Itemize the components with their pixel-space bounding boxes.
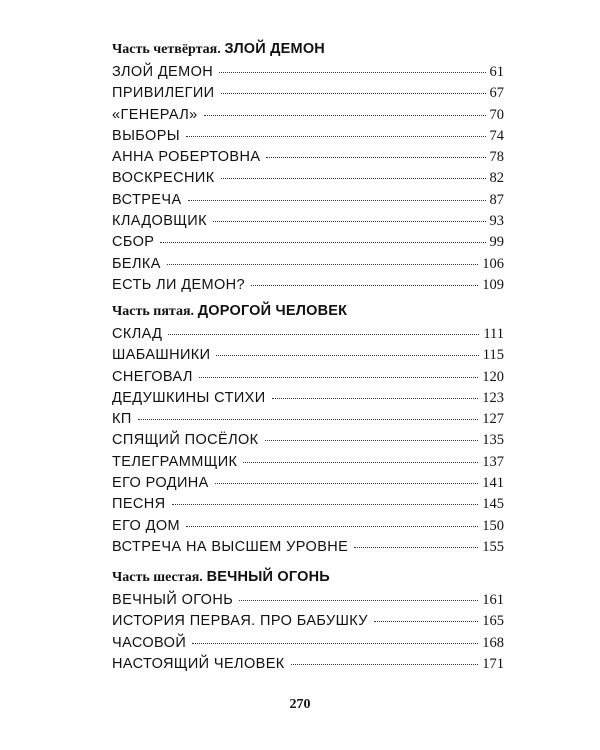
part-label: Часть четвёртая. [112,42,221,57]
dot-leader [374,621,478,622]
entry-page-number: 61 [489,64,504,80]
toc-entry [112,611,504,632]
part-heading [112,40,504,58]
toc-part-5 [112,302,504,558]
toc-entry [112,452,504,473]
entry-page-number: 99 [489,234,504,251]
entry-title: ЕГО ДОМ [112,517,180,534]
dot-leader [265,440,479,441]
toc-entry [112,516,504,537]
toc-entry [112,345,504,366]
entry-page-number: 168 [482,634,504,651]
entry-page-number: 111 [483,326,504,342]
part-heading [112,302,504,320]
entry-page-number: 137 [482,453,504,470]
entry-page-number: 106 [482,255,504,272]
entry-page-number: 141 [482,475,504,492]
entry-title: КЛАДОВЩИК [112,213,207,230]
toc-part-4 [112,40,504,296]
part-label: Часть шестая. [112,570,203,585]
entry-title: ВСТРЕЧА [112,191,182,208]
entry-title: «ГЕНЕРАЛ» [112,106,198,123]
dot-leader [199,377,478,378]
dot-leader [251,285,478,286]
toc-entry [112,105,504,126]
entry-title: ТЕЛЕГРАММЩИК [112,453,238,470]
entry-page-number: 115 [482,347,504,364]
entry-page-number: 82 [489,170,504,187]
entry-title: ПЕСНЯ [112,496,166,513]
entry-page-number: 74 [489,127,504,144]
entry-title: ЕСТЬ ЛИ ДЕМОН? [112,276,246,293]
dot-leader [168,334,479,335]
dot-leader [239,600,478,601]
toc-entry [112,211,504,232]
entry-title: СНЕГОВАЛ [112,368,193,385]
toc-entry [112,430,504,451]
part-heading [112,568,504,586]
dot-leader [188,200,486,201]
entry-page-number: 155 [482,538,504,555]
dot-leader [354,547,478,548]
entry-title: ЧАСОВОЙ [112,634,187,651]
page-number: 270 [289,697,311,712]
entry-title: НАСТОЯЩИЙ ЧЕЛОВЕК [112,655,285,672]
dot-leader [219,72,485,73]
toc-entry [112,537,504,558]
dot-leader [266,157,485,158]
entry-title: ВЕЧНЫЙ ОГОНЬ [112,592,234,608]
toc-entry [112,168,504,189]
toc-entry [112,590,504,611]
dot-leader [215,483,479,484]
entry-page-number: 120 [482,368,504,385]
toc-entry [112,494,504,515]
toc-entry [112,83,504,104]
toc-entry [112,473,504,494]
toc-entries [112,62,504,296]
dot-leader [204,115,486,116]
entry-page-number: 161 [482,592,504,608]
dot-leader [138,419,479,420]
toc-entry [112,254,504,275]
dot-leader [221,178,486,179]
entry-title: ПРИВИЛЕГИИ [112,85,215,102]
entry-title: ДЕДУШКИНЫ СТИХИ [112,389,266,406]
entry-title: ИСТОРИЯ ПЕРВАЯ. ПРО БАБУШКУ [112,613,368,630]
entry-title: СКЛАД [112,326,163,342]
dot-leader [160,242,485,243]
entry-page-number: 67 [489,85,504,102]
part-title: ВЕЧНЫЙ ОГОНЬ [206,569,330,585]
entry-page-number: 109 [482,276,504,293]
dot-leader [216,355,478,356]
entry-page-number: 171 [482,655,504,672]
entry-page-number: 150 [482,517,504,534]
dot-leader [243,462,478,463]
dot-leader [186,136,485,137]
toc-entry [112,409,504,430]
entry-title: ВЫБОРЫ [112,127,181,144]
toc-entry [112,232,504,253]
dot-leader [186,526,478,527]
toc-entry [112,190,504,211]
dot-leader [291,664,479,665]
entry-title: КП [112,411,132,428]
toc-entry [112,147,504,168]
toc-entry [112,654,504,675]
dot-leader [213,221,486,222]
toc-entry [112,62,504,83]
dot-leader [272,398,479,399]
toc-entry [112,367,504,388]
part-label: Часть пятая. [112,304,195,319]
entry-title: ЗЛОЙ ДЕМОН [112,64,214,80]
entry-page-number: 127 [482,411,504,428]
toc-part-6 [112,568,504,675]
entry-page-number: 165 [482,613,504,630]
toc-entries [112,590,504,675]
dot-leader [167,264,478,265]
entry-page-number: 87 [489,191,504,208]
entry-title: БЕЛКА [112,255,161,272]
entry-title: ЕГО РОДИНА [112,475,209,492]
entry-page-number: 78 [489,149,504,166]
toc-entry [112,275,504,296]
toc-entry [112,633,504,654]
entry-page-number: 123 [482,389,504,406]
dot-leader [172,504,479,505]
entry-title: ВОСКРЕСНИК [112,170,215,187]
entry-title: ШАБАШНИКИ [112,347,211,364]
entry-page-number: 70 [489,106,504,123]
toc-entry [112,388,504,409]
part-title: ДОРОГОЙ ЧЕЛОВЕК [197,303,348,319]
entry-page-number: 135 [482,432,504,449]
part-title: ЗЛОЙ ДЕМОН [224,41,325,57]
entry-page-number: 145 [482,496,504,513]
dot-leader [192,643,478,644]
dot-leader [221,93,486,94]
toc-entry [112,324,504,345]
entry-title: АННА РОБЕРТОВНА [112,149,261,166]
toc-entries [112,324,504,558]
entry-title: СПЯЩИЙ ПОСЁЛОК [112,432,259,449]
entry-title: ВСТРЕЧА НА ВЫСШЕМ УРОВНЕ [112,538,349,555]
entry-page-number: 93 [489,213,504,230]
toc-entry [112,126,504,147]
entry-title: СБОР [112,234,155,251]
